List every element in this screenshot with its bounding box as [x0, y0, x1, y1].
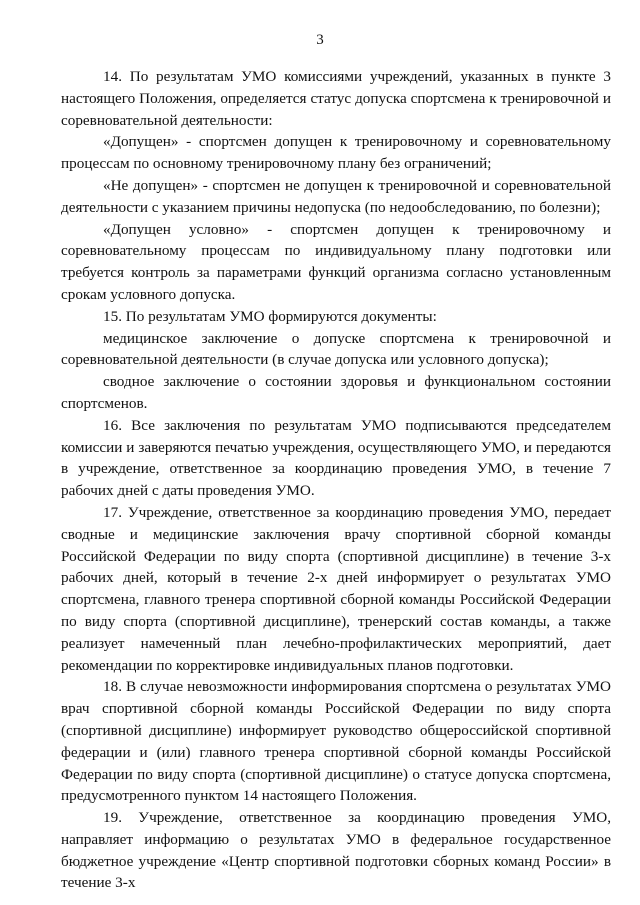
paragraph-medical-conclusion: медицинское заключение о допуске спортсмена к тренировочной и соревновательной деятельности (в случае допуска или условного допуска);: [61, 329, 611, 369]
paragraph-15-documents: 15. По результатам УМО формируются документы:: [103, 307, 437, 325]
paragraph-14-status: 14. По результатам УМО комиссиями учреждений, указанных в пункте 3 настоящего Положения, определяется статус допуска спортсмена к тренировочной и соревновательной деятельности:: [61, 68, 611, 129]
paragraph-18-informing: 18. В случае невозможности информирования спортсмена о результатах УМО врач спортивной сборной команды Российской Федерации по виду спорта (спортивной дисциплине) информирует руководство общероссийской спортивной федерации и (или) главного тренера спортивной сборной команды Российской Федерации по виду спорта (спортивной дисциплине) о статусе допуска спортсмена, предусмотренного пунктом 14 настоящего Положения.: [61, 678, 611, 805]
paragraph-17-transfer: 17. Учреждение, ответственное за координацию проведения УМО, передает сводные и медицинские заключения врачу спортивной сборной команды Российской Федерации по виду спорта (спортивной дисциплине) в течение 3-х рабочих дней, который в течение 2-х дней информирует о результатах УМО спортсмена, главного тренера спортивной сборной команды Российской Федерации по виду спорта (спортивной дисциплине), тренерский состав команды, а также реализует намеченный план лечебно-профилактических мероприятий, дает рекомендации по корректировке индивидуальных планов подготовки.: [61, 503, 611, 674]
paragraph-status-admitted: «Допущен» - спортсмен допущен к тренировочному и соревновательному процессам по основному тренировочному плану без ограничений;: [61, 133, 611, 173]
paragraph-19-reporting: 19. Учреждение, ответственное за координацию проведения УМО, направляет информацию о результатах УМО в федеральное государственное бюджетное учреждение «Центр спортивной подготовки сборных команд России» в течение 3-х: [61, 809, 611, 892]
paragraph-16-signing: 16. Все заключения по результатам УМО подписываются председателем комиссии и заверяются печатью учреждения, осуществляющего УМО, и передаются в учреждение, ответственное за координацию проведения УМО, в течение 7 рабочих дней с даты проведения УМО.: [61, 416, 611, 500]
paragraph-status-conditional: «Допущен условно» - спортсмен допущен к тренировочному и соревновательному процессам по индивидуальному плану подготовки или требуется контроль за параметрами функций организма согласно установленным срокам условного допуска.: [61, 220, 611, 303]
document-body: [61, 66, 611, 894]
paragraph-summary-conclusion: сводное заключение о состоянии здоровья и функциональном состоянии спортсменов.: [61, 373, 611, 412]
paragraph-status-not-admitted: «Не допущен» - спортсмен не допущен к тренировочной и соревновательной деятельности с указанием причины недопуска (по недообследованию, по болезни);: [61, 176, 611, 216]
page-number: 3: [316, 32, 324, 48]
